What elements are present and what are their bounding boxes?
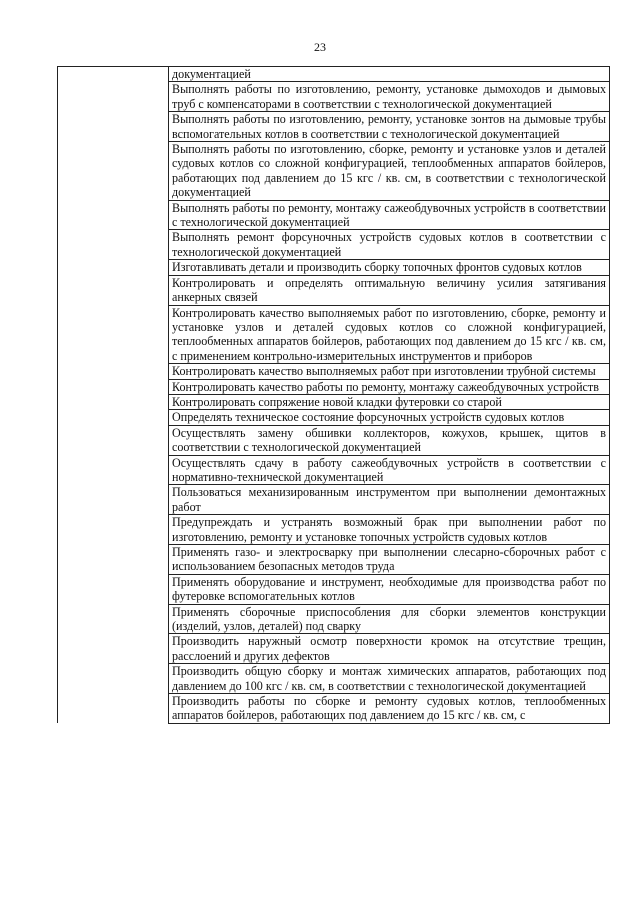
table-cell-text: документацией: [169, 67, 610, 82]
table-row: [58, 305, 610, 364]
table-row: [58, 664, 610, 694]
table-cell-text: Применять сборочные приспособления для сборки элементов конструкции (изделий, узлов, деталей) под сварку: [169, 604, 610, 634]
table-cell-text: Применять газо- и электросварку при выполнении слесарно-сборочных работ с использованием безопасных методов труда: [169, 545, 610, 575]
table-cell-left: [58, 515, 169, 545]
table-cell-left: [58, 112, 169, 142]
table-cell-text: Выполнять работы по ремонту, монтажу сажеобдувочных устройств в соответствии с технологической документацией: [169, 200, 610, 230]
table-cell-left: [58, 230, 169, 260]
table-row: [58, 82, 610, 112]
table-row: [58, 260, 610, 275]
table-cell-text: Производить работы по сборке и ремонту судовых котлов, теплообменных аппаратов бойлеров, работающих под давлением до 15 кгс / кв. см, с: [169, 694, 610, 724]
table-cell-left: [58, 694, 169, 724]
table-row: [58, 515, 610, 545]
table-row: [58, 379, 610, 394]
table-cell-left: [58, 574, 169, 604]
table-cell-left: [58, 67, 169, 82]
table-cell-text: Изготавливать детали и производить сборку топочных фронтов судовых котлов: [169, 260, 610, 275]
table-cell-text: Выполнять работы по изготовлению, ремонту, установке дымоходов и дымовых труб с компенсаторами в соответствии с технологической документацией: [169, 82, 610, 112]
table-cell-text: Пользоваться механизированным инструментом при выполнении демонтажных работ: [169, 485, 610, 515]
table-cell-left: [58, 545, 169, 575]
table-row: [58, 574, 610, 604]
table-row: [58, 545, 610, 575]
table-cell-left: [58, 82, 169, 112]
table-row: [58, 410, 610, 425]
table-row: [58, 200, 610, 230]
table-row: [58, 230, 610, 260]
table-cell-left: [58, 379, 169, 394]
table-row: [58, 604, 610, 634]
table-cell-left: [58, 364, 169, 379]
table-cell-text: Выполнять работы по изготовлению, ремонту, установке зонтов на дымовые трубы вспомогательных котлов в соответствии с технологической документацией: [169, 112, 610, 142]
table-row: [58, 112, 610, 142]
table-cell-left: [58, 604, 169, 634]
table-row: [58, 275, 610, 305]
table-cell-text: Выполнять ремонт форсуночных устройств судовых котлов в соответствии с технологической документацией: [169, 230, 610, 260]
table-row: [58, 634, 610, 664]
table-cell-text: Предупреждать и устранять возможный брак при выполнении работ по изготовлению, ремонту и установке топочных устройств судовых котлов: [169, 515, 610, 545]
table-cell-left: [58, 485, 169, 515]
table-cell-left: [58, 410, 169, 425]
table-cell-left: [58, 305, 169, 364]
table-cell-text: Определять техническое состояние форсуночных устройств судовых котлов: [169, 410, 610, 425]
table-cell-left: [58, 200, 169, 230]
table-row: [58, 694, 610, 724]
table-cell-text: Контролировать качество работы по ремонту, монтажу сажеобдувочных устройств: [169, 379, 610, 394]
table-row: [58, 455, 610, 485]
table-row: [58, 364, 610, 379]
skills-table-body: [58, 67, 610, 724]
table-row: [58, 485, 610, 515]
table-row: [58, 67, 610, 82]
table-cell-left: [58, 142, 169, 201]
table-cell-left: [58, 260, 169, 275]
table-cell-text: Контролировать качество выполняемых работ при изготовлении трубной системы: [169, 364, 610, 379]
table-cell-left: [58, 275, 169, 305]
table-cell-text: Применять оборудование и инструмент, необходимые для производства работ по футеровке вспомогательных котлов: [169, 574, 610, 604]
table-cell-text: Контролировать качество выполняемых работ по изготовлению, сборке, ремонту и установке узлов и деталей судовых котлов со сложной конфигурацией, теплообменных аппаратов бойлеров, работающих под давлением до 15 кгс / кв. см, с применением контрольно-измерительных инструментов и приборов: [169, 305, 610, 364]
table-cell-left: [58, 664, 169, 694]
table-cell-text: Производить наружный осмотр поверхности кромок на отсутствие трещин, расслоений и других дефектов: [169, 634, 610, 664]
table-cell-left: [58, 425, 169, 455]
skills-table-wrapper: [57, 66, 610, 905]
table-cell-left: [58, 634, 169, 664]
skills-table: [57, 66, 610, 724]
table-cell-text: Осуществлять замену обшивки коллекторов, кожухов, крышек, щитов в соответствии с технологической документацией: [169, 425, 610, 455]
table-cell-text: Контролировать сопряжение новой кладки футеровки со старой: [169, 394, 610, 409]
table-cell-text: Выполнять работы по изготовлению, сборке, ремонту и установке узлов и деталей судовых котлов со сложной конфигурацией, теплообменных аппаратов бойлеров, работающих под давлением до 15 кгс / кв. см, в соответствии с технологической документацией: [169, 142, 610, 201]
table-cell-text: Осуществлять сдачу в работу сажеобдувочных устройств в соответствии с нормативно-технической документацией: [169, 455, 610, 485]
table-cell-text: Производить общую сборку и монтаж химических аппаратов, работающих под давлением до 100 кгс / кв. см, в соответствии с технологической документацией: [169, 664, 610, 694]
table-row: [58, 394, 610, 409]
table-cell-left: [58, 455, 169, 485]
table-row: [58, 425, 610, 455]
table-cell-text: Контролировать и определять оптимальную величину усилия затягивания анкерных связей: [169, 275, 610, 305]
table-row: [58, 142, 610, 201]
table-cell-left: [58, 394, 169, 409]
page-number: 23: [314, 40, 326, 54]
